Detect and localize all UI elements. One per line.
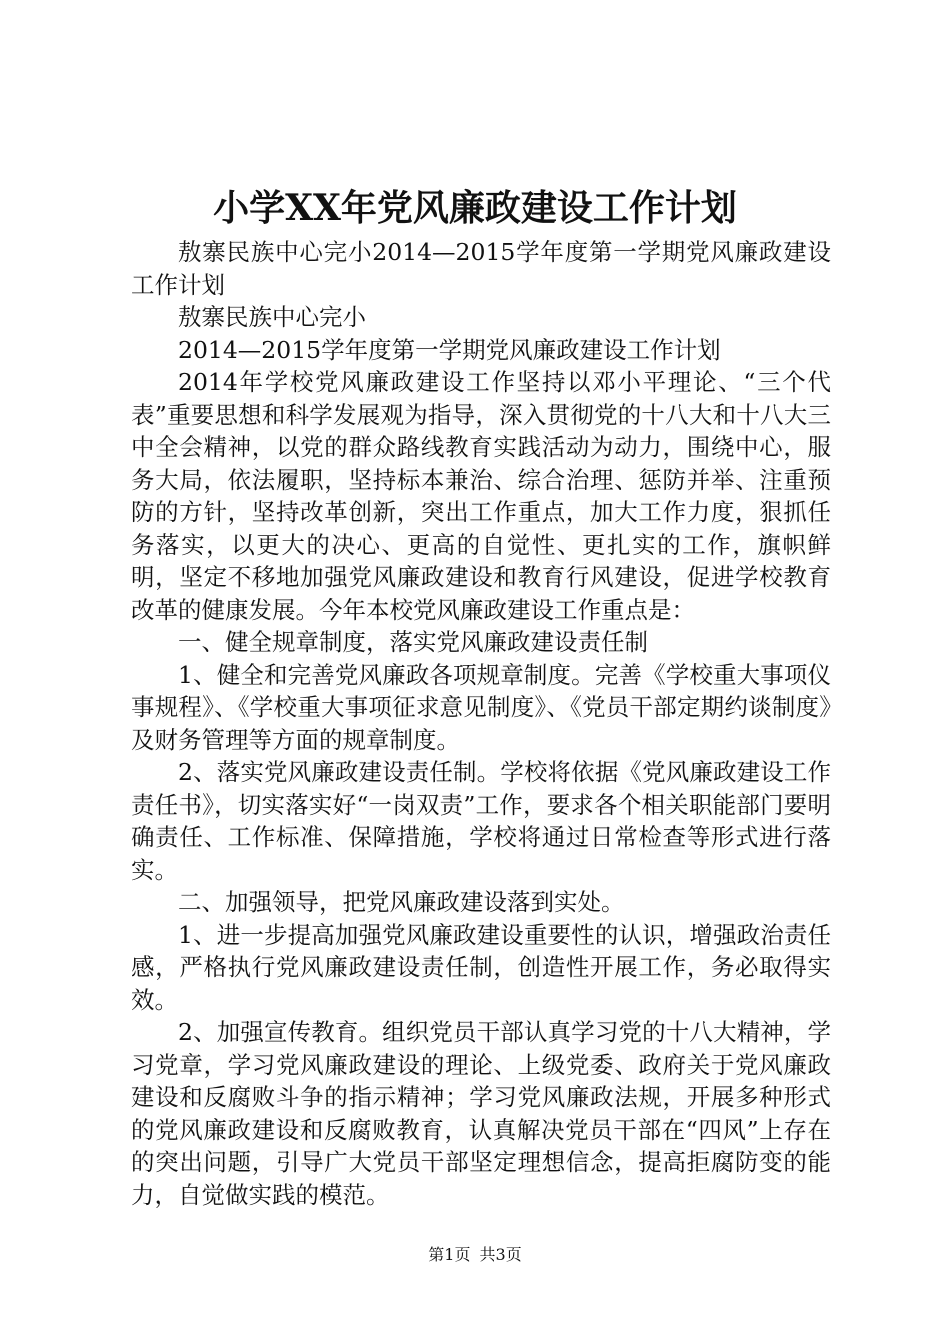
paragraph: 敖寨民族中心完小 <box>178 303 366 331</box>
page-footer <box>0 1244 950 1266</box>
page-total: 共3页 <box>479 1245 522 1264</box>
document-title: 小学XX年党风廉政建设工作计划 <box>213 187 737 229</box>
section-heading: 二、加强领导，把党风廉政建设落到实处。 <box>178 888 625 916</box>
paragraph: 1、健全和完善党风廉政各项规章制度。完善《学校重大事项仪事规程》、《学校重大事项征求意见制度》、《党员干部定期约谈制度》及财务管理等方面的规章制度。 <box>131 660 831 754</box>
paragraph: 2、落实党风廉政建设责任制。学校将依据《党风廉政建设工作责任书》，切实落实好“一岗双责”工作，要求各个相关职能部门要明确责任、工作标准、保障措施，学校将通过日常检查等形式进行落实。 <box>131 758 831 884</box>
section-heading: 一、健全规章制度，落实党风廉政建设责任制 <box>178 628 648 656</box>
paragraph: 敖寨民族中心完小2014—2015学年度第一学期党风廉政建设工作计划 <box>131 238 831 299</box>
document-body <box>131 236 831 1211</box>
paragraph: 1、进一步提高加强党风廉政建设重要性的认识，增强政治责任感，严格执行党风廉政建设责任制，创造性开展工作，务必取得实效。 <box>131 920 831 1014</box>
paragraph: 2014—2015学年度第一学期党风廉政建设工作计划 <box>178 335 721 364</box>
paragraph: 2、加强宣传教育。组织党员干部认真学习党的十八大精神，学习党章，学习党风廉政建设的理论、上级党委、政府关于党风廉政建设和反腐败斗争的指示精神；学习党风廉政法规，开展多种形式的党风廉政建设和反腐败教育，认真解决党员干部在“四风”上存在的突出问题，引导广大党员干部坚定理想信念，提高拒腐防变的能力，自觉做实践的模范。 <box>131 1018 831 1209</box>
paragraph: 2014年学校党风廉政建设工作坚持以邓小平理论、“三个代表”重要思想和科学发展观为指导，深入贯彻党的十八大和十八大三中全会精神，以党的群众路线教育实践活动为动力，围绕中心，服务大局，依法履职，坚持标本兼治、综合治理、惩防并举、注重预防的方针，坚持改革创新，突出工作重点，加大工作力度，狠抓任务落实，以更大的决心、更高的自觉性、更扎实的工作，旗帜鲜明，坚定不移地加强党风廉政建设和教育行风建设，促进学校教育改革的健康发展。今年本校党风廉政建设工作重点是： <box>131 368 831 624</box>
page-number: 第1页 <box>428 1245 471 1264</box>
